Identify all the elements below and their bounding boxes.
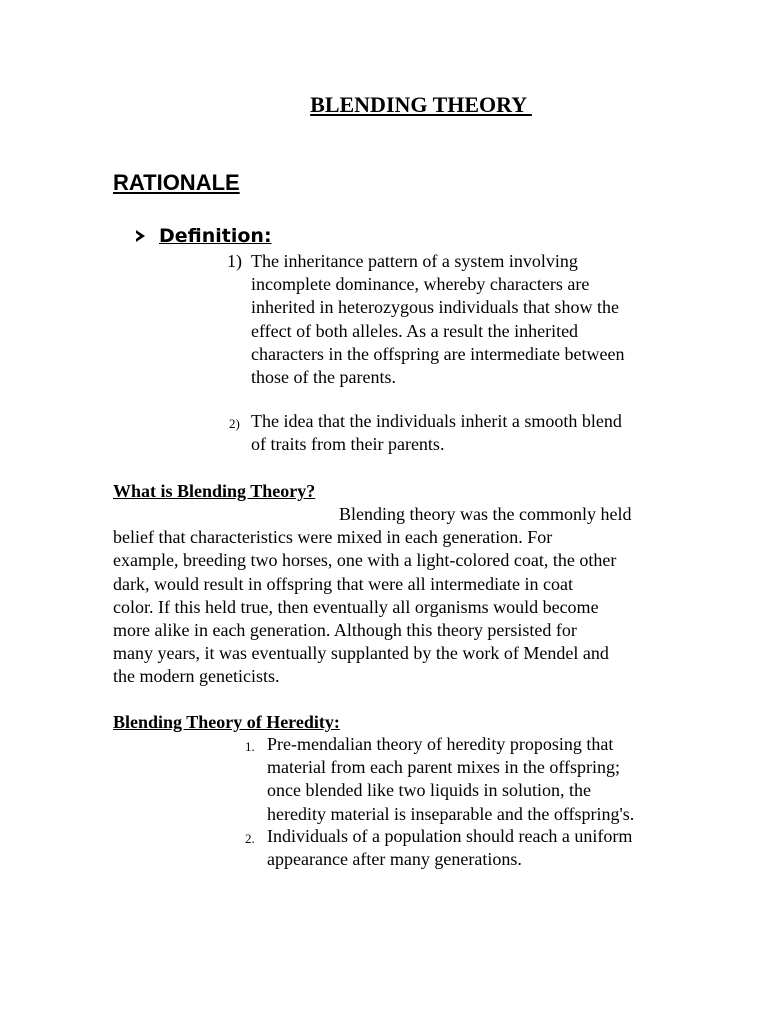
definition-item-1-text xyxy=(251,250,625,389)
heredity-item-1-number: 1. xyxy=(245,739,255,754)
heredity-item-2-number: 2. xyxy=(245,831,255,846)
text-line: of traits from their parents. xyxy=(251,434,445,455)
text-line: appearance after many generations. xyxy=(267,849,522,870)
text-line: Pre-mendalian theory of heredity proposing that xyxy=(267,734,614,754)
text-line: characters in the offspring are intermediate between xyxy=(251,343,625,364)
text-line: belief that characteristics were mixed in each generation. For xyxy=(113,527,553,548)
what-is-paragraph xyxy=(113,503,631,689)
text-line: many years, it was eventually supplanted by the work of Mendel and xyxy=(113,643,609,664)
heredity-item-1-text xyxy=(267,733,634,826)
text-line: once blended like two liquids in solution, the xyxy=(267,780,591,801)
heading-what-is-blending-theory: What is Blending Theory? xyxy=(113,481,316,501)
text-line: example, breeding two horses, one with a light-colored coat, the other xyxy=(113,550,617,571)
text-line: more alike in each generation. Although this theory persisted for xyxy=(113,620,577,641)
definition-item-2-number: 2) xyxy=(229,416,240,431)
text-line: The idea that the individuals inherit a smooth blend xyxy=(251,411,622,431)
section-heading-rationale: RATIONALE xyxy=(113,170,240,195)
text-line: incomplete dominance, whereby characters are xyxy=(251,274,590,295)
heredity-item-2-text xyxy=(267,825,632,871)
text-line: the modern geneticists. xyxy=(113,666,280,687)
arrow-bullet-icon xyxy=(136,230,145,242)
text-line: Individuals of a population should reach a uniform xyxy=(267,826,633,846)
definition-bullet xyxy=(136,222,272,250)
text-line: inherited in heterozygous individuals that show the xyxy=(251,297,619,318)
text-line: Blending theory was the commonly held xyxy=(339,504,632,524)
heading-blending-theory-of-heredity: Blending Theory of Heredity: xyxy=(113,712,340,732)
definition-item-1-number: 1) xyxy=(227,251,242,271)
text-line: heredity material is inseparable and the offspring's. xyxy=(267,803,635,824)
text-line: color. If this held true, then eventually all organisms would become xyxy=(113,596,599,617)
text-line: material from each parent mixes in the offspring; xyxy=(267,757,621,778)
definition-item-2-text xyxy=(251,410,622,456)
text-line: those of the parents. xyxy=(251,367,396,388)
text-line: The inheritance pattern of a system involving xyxy=(251,251,578,271)
text-line: dark, would result in offspring that were all intermediate in coat xyxy=(113,573,574,594)
definition-label: Definition: xyxy=(159,225,272,247)
text-line: effect of both alleles. As a result the inherited xyxy=(251,320,579,341)
page-title: BLENDING THEORY xyxy=(310,92,532,117)
